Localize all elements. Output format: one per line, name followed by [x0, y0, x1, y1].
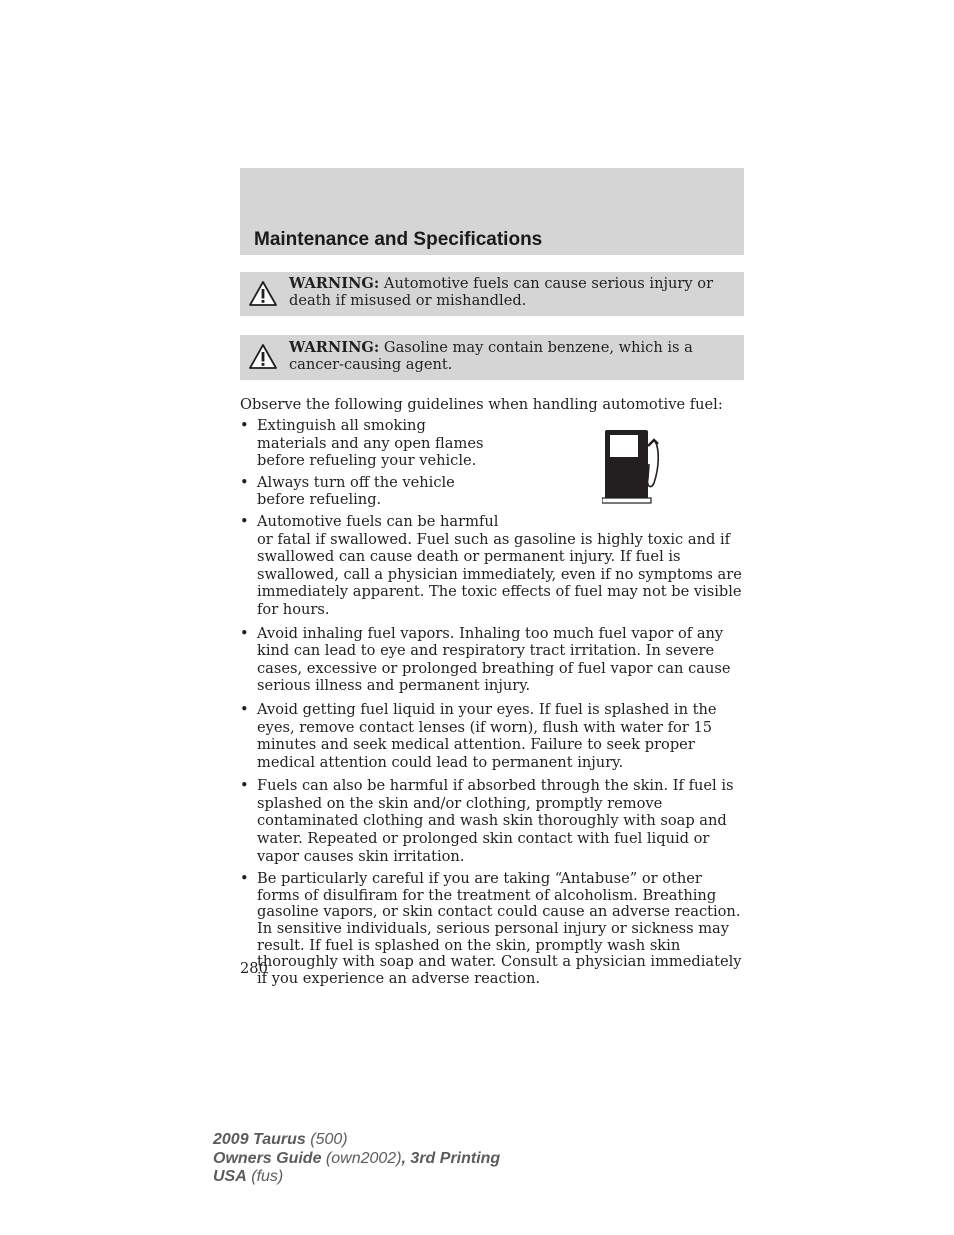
document-footer: 2009 Taurus (500) Owners Guide (own2002), 3rd Printing USA (fus)	[213, 1131, 501, 1185]
warning-text: Gasoline may contain benzene, which is a cancer-causing agent.	[289, 339, 693, 373]
warning-triangle-icon	[248, 343, 278, 370]
intro-text: Observe the following guidelines when handling automotive fuel:	[240, 396, 723, 413]
section-title: Maintenance and Specifications	[254, 229, 543, 250]
list-item: • Avoid getting fuel liquid in your eyes. If fuel is splashed in the eyes, remove contact lenses (if worn), flush with water for 15 minutes and seek medical attention. Failure to seek proper medical attention could lead to permanent injury.	[240, 701, 744, 771]
list-item: • Always turn off the vehicle before refueling.	[240, 474, 744, 509]
warning-label: WARNING:	[289, 339, 380, 356]
warning-text: Automotive fuels can cause serious injury or death if misused or mishandled.	[289, 275, 714, 309]
section-header-band	[240, 168, 744, 255]
list-item: • Be particularly careful if you are taking “Antabuse” or other forms of disulfiram for the treatment of alcoholism. Breathing gasoline vapors, or skin contact could cause an adverse reaction. In sensitive individuals, serious personal injury or sickness may result. If fuel is splashed on the skin, promptly wash skin thoroughly with soap and water. Consult a physician immediately if you experience an adverse reaction.	[240, 871, 744, 987]
list-item: • Avoid inhaling fuel vapors. Inhaling too much fuel vapor of any kind can lead to eye and respiratory tract irritation. In severe cases, excessive or prolonged breathing of fuel vapor can cause serious illness and permanent injury.	[240, 625, 744, 695]
page-number: 280	[240, 960, 268, 977]
fuel-guidelines-list	[240, 417, 744, 993]
list-item: • Extinguish all smoking materials and any open flames before refueling your vehicle.	[240, 417, 744, 470]
warning-box-benzene	[240, 335, 744, 380]
list-item: • Fuels can also be harmful if absorbed through the skin. If fuel is splashed on the skin and/or clothing, promptly remove contaminated clothing and wash skin thoroughly with soap and water. Repeated or prolonged skin contact with fuel liquid or vapor causes skin irritation.	[240, 777, 744, 865]
warning-box-fuel-injury	[240, 272, 744, 316]
list-item: • Automotive fuels can be harmful or fatal if swallowed. Fuel such as gasoline is highly toxic and if swallowed can cause death or permanent injury. If fuel is swallowed, call a physician immediately, even if no symptoms are immediately apparent. The toxic effects of fuel may not be visible for hours.	[240, 513, 744, 619]
warning-label: WARNING:	[289, 275, 380, 292]
warning-triangle-icon	[248, 280, 278, 307]
